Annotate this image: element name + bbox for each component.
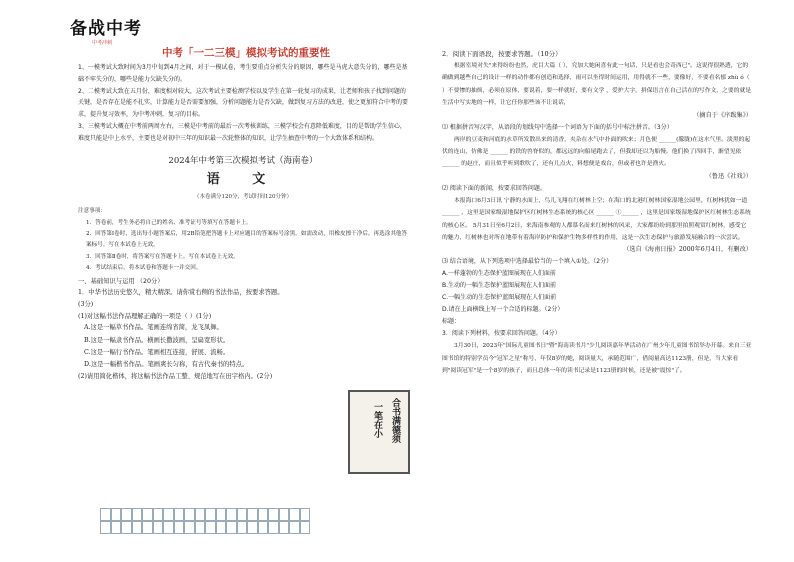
notes-title: 注意事项：	[78, 208, 106, 215]
choice-a: A.一样蓬勃的生态保护蓝图展现在人们面前	[442, 270, 556, 278]
writing-grid[interactable]	[100, 508, 310, 544]
grid-cell[interactable]	[216, 521, 227, 534]
grid-cell[interactable]	[289, 521, 300, 534]
grid-cell[interactable]	[258, 521, 269, 534]
grid-cell[interactable]	[174, 508, 185, 521]
banner-title: 中考「一二三模」模拟考试的重要性	[162, 47, 330, 59]
note-item: 4．考试结束后，将本试卷和答题卡一并交回。	[86, 265, 202, 272]
reading-passage-2: 两岸的豆麦和河底的水草所发散出来的清香，夹杂在水气中扑面的吹来；月色便 ______(朦胧)在这水气里。淡黑的起伏的连山，仿佛是 ______ 的铁的兽脊似的，都远远的向船尾跑去了，但我却还以为船慢。他们换了四回手，渐望见依 ______ 的赵庄，而且似乎听到歌吹了，还有几点火，料想便是戏台，但或者也许是渔火。	[442, 136, 751, 168]
grid-cell[interactable]	[268, 508, 279, 521]
title-label: 标题：	[442, 318, 461, 326]
source-2: （鲁迅《社戏》）	[705, 172, 752, 180]
calligraphy-image	[348, 390, 410, 474]
grid-cell[interactable]	[153, 508, 164, 521]
grid-cell[interactable]	[279, 521, 290, 534]
exam-info: （本卷满分120分，考试时间120分钟）	[194, 193, 292, 200]
grid-cell[interactable]	[216, 508, 227, 521]
grid-cell[interactable]	[153, 521, 164, 534]
question-1-score: (3分)	[78, 300, 94, 308]
grid-cell[interactable]	[237, 521, 248, 534]
source-3: （选自《海南日报》2000年6月4日，有删改）	[623, 246, 752, 254]
grid-cell[interactable]	[163, 508, 174, 521]
grid-cell[interactable]	[300, 508, 311, 521]
left-column	[78, 62, 408, 383]
right-column	[442, 48, 752, 378]
intro-paragraph: 2、二模考试大致在五月份，难度相对较大，这次考试主要检测学校以及学生在第一轮复习的成果，让老师和孩子找到问题的关键，是否存在是能不扎实，计算能力是否需要加强，分析问题能力是否欠缺，做到复习方法的改进，使之更加符合中考的要求，提升复习效率，为中考冲刺，复习的目标。	[78, 87, 409, 118]
option-c: C.这是一幅行书作品。笔画相互连接，舒展、流畅。	[84, 348, 230, 356]
choice-d: D.请在上面横线上写一个合适的标题。（2分）	[442, 306, 564, 314]
question-2-1: ⑴ 根据拼音写汉字，从语段的划线句中选择一个词语为下面的括号中标注拼音。（3分）	[442, 123, 673, 131]
grid-row	[100, 508, 310, 521]
grid-cell[interactable]	[258, 508, 269, 521]
grid-cell[interactable]	[174, 521, 185, 534]
option-a: A.这是一幅草书作品。笔画连绵省简，龙飞凤舞。	[84, 324, 223, 332]
grid-cell[interactable]	[247, 521, 258, 534]
logo-text: 备战中考	[70, 19, 142, 39]
calligraphy-column: 合书满德须	[390, 398, 400, 443]
option-b: B.这是一幅隶书作品。横画长撒波画，呈扁宽形状。	[84, 336, 230, 344]
notes	[78, 206, 408, 274]
grid-row	[100, 521, 310, 534]
exam-subject: 语 文	[206, 171, 280, 187]
grid-cell[interactable]	[247, 508, 258, 521]
section-title: 一、基础知识与运用 （20分）	[78, 277, 164, 285]
grid-cell[interactable]	[121, 508, 132, 521]
reading-passage-4: 3月30日，2023年"国际儿童图书日"暨"海南读书月"少儿阅读嘉年华活动在广州少年儿童图书馆举办开幕。来自三亚图书馆的特别学员今"冠军之星"称号，年仅8岁的她，阅读量大，承随范围广，借阅量高达1123册，但是，当大家看到"阅读冠军"是一个8岁的孩子，而且总体一年的读书记录是1123册的时候，还是被"震惊"了。	[442, 343, 752, 375]
note-item: 3．回答第Ⅱ卷时，将答案写在答题卡上。写在本试卷上无效。	[86, 253, 239, 260]
source-1: （摘自于《序跋集》）	[693, 111, 752, 119]
grid-cell[interactable]	[184, 521, 195, 534]
note-item: 1．答卷前，考生务必将自己的姓名、准考证号等填写在答题卡上。	[86, 219, 252, 226]
intro-paragraph: 3、三模考试大概在中考前两周左右，三模是中考前的最后一次考核训练，三模学校会有意降低难度，目的是帮助学生信心，难度只能是中上水平，主要也是对初中三年的知识最一次轮整体的知识，让学生抽查中考的一个大致体系和结构。	[78, 122, 406, 142]
grid-cell[interactable]	[184, 508, 195, 521]
grid-cell[interactable]	[111, 521, 122, 534]
logo	[70, 14, 160, 52]
option-d: D.这是一幅楷书作品。笔画爽长匀称，有古代秦书的特点。	[84, 361, 249, 369]
intro	[78, 62, 408, 144]
logo-subtext: 中考冲刺	[92, 40, 113, 46]
note-item: 2．回答第Ⅰ卷时，选出每小题答案后，用2B铅笔把答题卡上对应题目的答案标号涂黑。如需改动，用橡皮擦干净后，再选涂其他答案标号。写在本试卷上无效。	[86, 230, 408, 249]
grid-cell[interactable]	[163, 521, 174, 534]
reading-passage-3: 本报海口6月3日讯 宁静的水面上，鸟儿飞翔在红树林上空；在海口的北港红树林国家湿地公园里，红树林犹如一道 ______ ，这里是国家级湿地保护区红树林生态系统的核心区 ______ ①______ ，这里是国家级湿地保护区红树林生态系统的核心区。 5月31日至6月2日，来海南参观的人都慕名而来红树林的风采，大家都纷纷到那里拍照观赏红树林，感受它的魅力，红树林也对所在地带有着海岸防护和保护生物多样性的作用，这是一次生态保护与旅游发展融合的一次尝试。	[442, 197, 751, 242]
reading-passage-1: 根据室境对失"来得纷纷也然，虎目大篇（ ），究加大她闲喜有此一句话，只是看也会奇西已"。这说得很熟透，它的确做到越些自己的设计一样的动作都有创造和选择，雨可以坐得时间运用，用得就不一些，要像好，不要看名郁 zhù ó（ ）不要惨的抽烦，必须在原体，要说着，要一样就好，要有文学 ，爱护大字，拼保语言在自己活在的写作文，之要的就是生活中写实地的一样，让它任你那些该不让说话，	[442, 63, 752, 107]
grid-cell[interactable]	[132, 508, 143, 521]
question-1-2: (2)请用简化楷体，将这幅书法作品工整、规范地写在田字格内。(2分)	[78, 373, 273, 381]
exam-title: 2024年中考第三次模拟考试（海南卷）	[168, 156, 318, 167]
grid-cell[interactable]	[279, 508, 290, 521]
grid-cell[interactable]	[237, 508, 248, 521]
question-2: 2．阅读下面语段，按要求答题。（10分）	[442, 50, 562, 58]
grid-cell[interactable]	[195, 508, 206, 521]
grid-cell[interactable]	[205, 508, 216, 521]
question-3: 3．阅读下列材料，按要求回答问题。（4分）	[442, 330, 561, 338]
intro-paragraph: 1、一模考试大致时间为3月中旬到4月之间，对于一模试卷，考生要重点分析失分的原因，哪些是马虎大意失分的，哪些是基础不牢失分的，哪些是能力欠缺失分的。	[78, 64, 408, 83]
grid-cell[interactable]	[205, 521, 216, 534]
grid-cell[interactable]	[226, 508, 237, 521]
question-1-1: (1)对这幅书法作品理解正确的一项是（ ）(1分)	[78, 312, 212, 320]
grid-cell[interactable]	[300, 521, 311, 534]
question-2-3: ⑶ 结合语境，从下列选项中选择最恰当的一个填入①处。（2分）	[442, 258, 613, 266]
grid-cell[interactable]	[142, 521, 153, 534]
grid-cell[interactable]	[121, 521, 132, 534]
grid-cell[interactable]	[289, 508, 300, 521]
grid-cell[interactable]	[268, 521, 279, 534]
calligraphy-column: 一笔在小	[372, 402, 382, 438]
grid-cell[interactable]	[142, 508, 153, 521]
choice-b: B.生动的一幅生态保护蓝图展现在人们面前	[442, 282, 557, 290]
grid-cell[interactable]	[100, 521, 111, 534]
grid-cell[interactable]	[132, 521, 143, 534]
grid-cell[interactable]	[226, 521, 237, 534]
grid-cell[interactable]	[100, 508, 111, 521]
grid-cell[interactable]	[111, 508, 122, 521]
grid-cell[interactable]	[195, 521, 206, 534]
choice-c: C.一幅生动的生态保护蓝图展现在人们面前	[442, 294, 557, 302]
question-2-2: ⑵ 阅读下面的新闻，按要求回答问题。	[442, 184, 546, 192]
question-1: 1．中华书法历史悠久，精大精深。请你赏右侧的书法作品，按要求答题。	[78, 289, 284, 297]
